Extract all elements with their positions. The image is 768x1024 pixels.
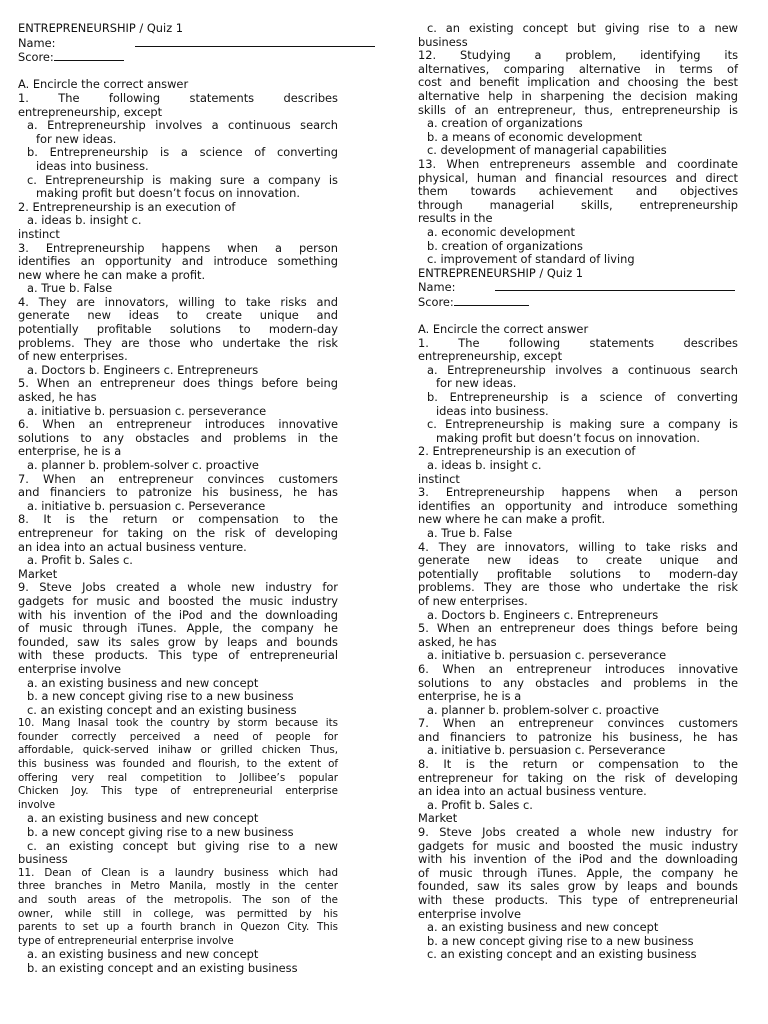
line-text: a. an existing business and new concept <box>427 920 659 935</box>
text-line <box>18 880 338 894</box>
line-text: c. Entrepreneurship is making sure a company is <box>27 172 338 187</box>
text-line <box>418 690 738 704</box>
line-text: b. a new concept giving rise to a new business <box>27 825 294 840</box>
text-line <box>18 364 338 378</box>
line-text: 7. When an entrepreneur convinces customers <box>18 471 338 486</box>
line-text: 12. Studying a problem, identifying its <box>418 48 738 63</box>
text-line <box>18 242 338 256</box>
text-line <box>18 486 338 500</box>
line-text: c. an existing concept and an existing business <box>427 947 697 962</box>
line-text: enterprise involve <box>18 661 122 676</box>
text-line <box>18 187 338 201</box>
line-text: Name: <box>18 35 56 50</box>
line-text: a. Profit b. Sales c. <box>27 553 133 568</box>
text-line <box>18 513 338 527</box>
text-line <box>418 131 738 145</box>
text-line <box>18 840 338 854</box>
text-line <box>18 119 338 133</box>
text-line <box>18 500 338 514</box>
text-line <box>418 826 738 840</box>
text-line <box>418 364 738 378</box>
line-text: 10. Mang Inasal took the country by storm because its <box>18 717 338 730</box>
line-text: 13. When entrepreneurs assemble and coordinate <box>418 156 738 171</box>
line-text: a. an existing business and new concept <box>27 675 259 690</box>
form-field-line <box>418 295 738 310</box>
line-text: b. Entrepreneurship is a science of converting <box>427 390 738 405</box>
line-text: owner, while still in college, was permitted by his <box>18 907 338 920</box>
line-text: of new enterprises. <box>18 349 128 364</box>
text-line <box>418 172 738 186</box>
line-text: a. Profit b. Sales c. <box>427 797 533 812</box>
line-text: with his invention of the iPod and the downloading <box>18 607 338 622</box>
text-line <box>418 785 738 799</box>
line-text: potentially profitable solutions to modern-day <box>418 566 738 581</box>
line-text: 5. When an entrepreneur does things before being <box>418 621 738 636</box>
text-line <box>418 717 738 731</box>
line-text: parents to set up a fourth branch in Quezon City. This <box>18 921 338 934</box>
text-line <box>18 405 338 419</box>
text-line <box>18 948 338 962</box>
text-line <box>18 214 338 228</box>
line-text: generate new ideas to create unique and <box>418 553 738 568</box>
line-text: a. an existing business and new concept <box>27 947 259 962</box>
line-text: an idea into an actual business venture. <box>418 784 647 799</box>
line-text: physical, human and financial resources and direct <box>418 170 738 185</box>
text-line <box>18 323 338 337</box>
line-text: affordable, quick-served inihaw or grilled chicken Thus, <box>18 744 338 757</box>
text-line <box>418 867 738 881</box>
line-text: b. Entrepreneurship is a science of converting <box>27 145 338 160</box>
line-text: founded, saw its sales grow by leaps and bounds <box>18 634 338 649</box>
text-line <box>18 717 338 731</box>
line-text: offering very real competition to Jollibee’s popular <box>18 771 338 784</box>
text-line <box>418 432 738 446</box>
line-text: type of entrepreneurial enterprise involve <box>18 934 234 947</box>
text-line <box>418 500 738 514</box>
fill-in-blank[interactable] <box>135 36 375 47</box>
line-text: with his invention of the iPod and the downloading <box>418 852 738 867</box>
text-line <box>418 104 738 118</box>
text-line <box>418 405 738 419</box>
line-text: generate new ideas to create unique and <box>18 308 338 323</box>
text-line <box>418 459 738 473</box>
line-text: A. Encircle the correct answer <box>18 77 189 92</box>
text-line <box>18 609 338 623</box>
line-text: b. creation of organizations <box>427 238 583 253</box>
text-line <box>418 568 738 582</box>
text-line <box>18 744 338 758</box>
text-line <box>18 799 338 813</box>
text-line <box>418 323 738 337</box>
text-line <box>18 527 338 541</box>
line-text: a. an existing business and new concept <box>27 811 259 826</box>
text-line <box>418 840 738 854</box>
text-line <box>418 418 738 432</box>
line-text: founder correctly perceived a need of people for <box>18 730 338 743</box>
line-text: a. Entrepreneurship involves a continuous search <box>27 118 338 133</box>
line-text: gadgets for music and boosted the music industry <box>418 838 738 853</box>
line-text: 6. When an entrepreneur introduces innovative <box>18 417 338 432</box>
text-line <box>18 445 338 459</box>
line-text: 7. When an entrepreneur convinces customers <box>418 716 738 731</box>
text-line <box>418 36 738 50</box>
text-line <box>18 228 338 242</box>
line-text: entrepreneurship, except <box>418 349 563 364</box>
text-line <box>18 704 338 718</box>
line-text: a. Entrepreneurship involves a continuous search <box>427 362 738 377</box>
text-line <box>418 921 738 935</box>
text-line <box>18 201 338 215</box>
line-text: c. an existing concept but giving rise to a new <box>427 21 738 35</box>
text-line <box>418 22 738 36</box>
line-text: solutions to any obstacles and problems in the <box>418 675 738 690</box>
text-line <box>418 894 738 908</box>
line-text: a. planner b. problem-solver c. proactive <box>427 702 659 717</box>
text-line <box>18 867 338 881</box>
text-line <box>18 473 338 487</box>
text-line <box>18 418 338 432</box>
text-line <box>418 908 738 922</box>
line-text: and financiers to patronize his business, he has <box>18 485 338 500</box>
text-line <box>18 908 338 922</box>
line-text: for new ideas. <box>36 131 117 146</box>
line-text: instinct <box>18 226 60 241</box>
line-text: 1. The following statements describes <box>418 335 738 350</box>
text-line <box>18 785 338 799</box>
line-text: making profit but doesn’t focus on innovation. <box>36 186 300 201</box>
line-text: alternatives, comparing alternative in terms of <box>418 61 738 76</box>
line-text: c. development of managerial capabilities <box>427 143 667 158</box>
text-line <box>18 636 338 650</box>
line-text: enterprise, he is a <box>418 689 522 704</box>
line-text: cost and benefit implication and choosing the best <box>418 75 738 90</box>
text-line <box>418 350 738 364</box>
line-text: new where he can make a profit. <box>18 267 206 282</box>
text-line <box>18 731 338 745</box>
line-text: a. Doctors b. Engineers c. Entrepreneurs <box>27 362 259 377</box>
text-line <box>418 199 738 213</box>
line-text: c. an existing concept and an existing business <box>27 702 297 717</box>
line-text: solutions to any obstacles and problems in the <box>18 430 338 445</box>
text-line <box>418 772 738 786</box>
text-line <box>18 962 338 976</box>
spacer <box>418 309 738 323</box>
line-text: b. a new concept giving rise to a new business <box>27 689 294 704</box>
text-line <box>418 473 738 487</box>
line-text: a. initiative b. persuasion c. Perseverance <box>27 498 266 513</box>
line-text: 9. Steve Jobs created a whole new industry for <box>18 580 338 595</box>
text-line <box>418 812 738 826</box>
text-line <box>18 690 338 704</box>
line-text: gadgets for music and boosted the music industry <box>18 593 338 608</box>
line-text: 4. They are innovators, willing to take risks and <box>18 294 338 309</box>
text-line <box>18 282 338 296</box>
text-line <box>418 337 738 351</box>
line-text: 1. The following statements describes <box>18 90 338 105</box>
text-line <box>418 581 738 595</box>
line-text: enterprise involve <box>418 906 522 921</box>
text-line <box>18 541 338 555</box>
spacer <box>18 65 338 79</box>
line-text: Market <box>18 566 58 581</box>
text-line <box>418 758 738 772</box>
line-text: 4. They are innovators, willing to take risks and <box>418 539 738 554</box>
line-text: a. True b. False <box>27 281 113 296</box>
text-line <box>18 894 338 908</box>
text-line <box>418 935 738 949</box>
text-line <box>418 513 738 527</box>
form-field-line <box>18 36 338 51</box>
line-text: asked, he has <box>418 634 497 649</box>
text-line <box>418 636 738 650</box>
form-field-line <box>418 280 738 295</box>
text-line <box>18 174 338 188</box>
line-text: ENTREPRENEURSHIP / Quiz 1 <box>18 21 184 35</box>
fill-in-blank[interactable] <box>495 280 735 291</box>
text-line <box>418 267 738 281</box>
line-text: an idea into an actual business venture. <box>18 539 247 554</box>
text-line <box>418 90 738 104</box>
line-text: c. improvement of standard of living <box>427 252 635 267</box>
text-line <box>18 459 338 473</box>
text-line <box>418 158 738 172</box>
line-text: 2. Entrepreneurship is an execution of <box>18 199 236 214</box>
text-line <box>418 799 738 813</box>
text-line <box>418 212 738 226</box>
text-line <box>18 377 338 391</box>
text-line <box>18 581 338 595</box>
line-text: and financiers to patronize his business, he has <box>418 729 738 744</box>
line-text: results in the <box>418 211 493 226</box>
line-text: c. an existing concept but giving rise to a new <box>27 838 338 853</box>
text-line <box>18 22 338 36</box>
line-text: and south areas of the metropolis. The son of the <box>18 894 338 906</box>
line-text: ideas into business. <box>436 403 549 418</box>
text-line <box>418 731 738 745</box>
text-line <box>418 948 738 962</box>
line-text: 2. Entrepreneurship is an execution of <box>418 444 636 459</box>
left-column <box>18 22 338 976</box>
text-line <box>418 63 738 77</box>
line-text: skills of an entrepreneur, thus, entrepreneurship is <box>418 102 738 117</box>
text-line <box>418 677 738 691</box>
text-line <box>418 663 738 677</box>
line-text: for new ideas. <box>436 376 517 391</box>
text-line <box>418 117 738 131</box>
text-line <box>18 350 338 364</box>
text-line <box>18 935 338 949</box>
line-text: a. initiative b. persuasion c. Perseverance <box>427 743 666 758</box>
text-line <box>18 677 338 691</box>
line-text: b. an existing concept and an existing business <box>27 960 298 975</box>
line-text: enterprise, he is a <box>18 444 122 459</box>
line-text: entrepreneurship, except <box>18 104 163 119</box>
text-line <box>418 144 738 158</box>
text-line <box>418 704 738 718</box>
text-line <box>18 391 338 405</box>
text-line <box>418 49 738 63</box>
text-line <box>18 568 338 582</box>
text-line <box>418 554 738 568</box>
line-text: involve <box>18 798 56 811</box>
text-line <box>418 240 738 254</box>
line-text: founded, saw its sales grow by leaps and bounds <box>418 879 738 894</box>
text-line <box>18 663 338 677</box>
line-text: b. a new concept giving rise to a new business <box>427 933 694 948</box>
line-text: a. initiative b. persuasion c. perseverance <box>427 648 667 663</box>
line-text: making profit but doesn’t focus on innovation. <box>436 430 700 445</box>
text-line <box>418 253 738 267</box>
text-line <box>418 445 738 459</box>
line-text: new where he can make a profit. <box>418 512 606 527</box>
line-text: Score: <box>418 294 454 309</box>
text-line <box>18 622 338 636</box>
text-line <box>418 595 738 609</box>
text-line <box>418 185 738 199</box>
line-text: business <box>418 34 468 49</box>
text-line <box>418 622 738 636</box>
text-line <box>418 391 738 405</box>
text-line <box>18 255 338 269</box>
line-text: problems. They are those who undertake the risk <box>418 580 738 595</box>
line-text: entrepreneur for taking on the risk of developing <box>18 525 338 540</box>
text-line <box>18 160 338 174</box>
line-text: Score: <box>18 50 54 65</box>
line-text: of music through iTunes. Apple, the company he <box>18 621 338 636</box>
line-text: 6. When an entrepreneur introduces innovative <box>418 661 738 676</box>
text-line <box>18 758 338 772</box>
line-text: potentially profitable solutions to modern-day <box>18 322 338 337</box>
text-line <box>18 595 338 609</box>
line-text: 8. It is the return or compensation to the <box>18 512 338 527</box>
line-text: identifies an opportunity and introduce something <box>18 254 338 269</box>
text-line <box>418 744 738 758</box>
line-text: with these products. This type of entrepreneurial <box>418 893 738 907</box>
line-text: asked, he has <box>18 390 97 405</box>
line-text: 8. It is the return or compensation to the <box>418 757 738 772</box>
line-text: 11. Dean of Clean is a laundry business which had <box>18 866 338 879</box>
text-line <box>18 269 338 283</box>
line-text: c. Entrepreneurship is making sure a company is <box>427 417 738 432</box>
text-line <box>18 554 338 568</box>
line-text: with these products. This type of entrepreneurial <box>18 648 338 663</box>
line-text: 3. Entrepreneurship happens when a person <box>18 240 338 255</box>
line-text: A. Encircle the correct answer <box>418 322 589 337</box>
line-text: through managerial skills, entrepreneurship <box>418 197 738 212</box>
line-text: business <box>18 852 68 867</box>
line-text: b. a means of economic development <box>427 129 643 144</box>
line-text: three branches in Metro Manila, mostly in the center <box>18 880 338 893</box>
line-text: of new enterprises. <box>418 593 528 608</box>
line-text: Chicken Joy. This type of entrepreneurial enterprise <box>18 785 338 798</box>
text-line <box>18 106 338 120</box>
text-line <box>18 649 338 663</box>
text-line <box>18 309 338 323</box>
text-line <box>418 527 738 541</box>
text-line <box>418 853 738 867</box>
line-text: a. economic development <box>427 224 575 239</box>
text-line <box>18 772 338 786</box>
text-line <box>418 76 738 90</box>
text-line <box>418 880 738 894</box>
line-text: of music through iTunes. Apple, the company he <box>418 865 738 880</box>
line-text: a. initiative b. persuasion c. perseverance <box>27 403 267 418</box>
line-text: 3. Entrepreneurship happens when a person <box>418 485 738 500</box>
text-line <box>18 826 338 840</box>
line-text: them towards achievement and objectives <box>418 184 738 199</box>
text-line <box>18 92 338 106</box>
text-line <box>418 486 738 500</box>
text-line <box>18 432 338 446</box>
text-line <box>418 377 738 391</box>
line-text: a. ideas b. insight c. <box>427 458 542 472</box>
line-text: 9. Steve Jobs created a whole new industry for <box>418 825 738 840</box>
line-text: a. creation of organizations <box>427 116 583 131</box>
line-text: Name: <box>418 280 456 295</box>
line-text: a. Doctors b. Engineers c. Entrepreneurs <box>427 607 659 622</box>
text-line <box>18 337 338 351</box>
line-text: identifies an opportunity and introduce something <box>418 498 738 513</box>
text-line <box>18 296 338 310</box>
line-text: a. planner b. problem-solver c. proactive <box>27 458 259 472</box>
text-line <box>418 226 738 240</box>
line-text: Market <box>418 811 458 826</box>
line-text: 5. When an entrepreneur does things before being <box>18 376 338 391</box>
form-field-line <box>18 50 338 65</box>
text-line <box>18 812 338 826</box>
text-line <box>18 853 338 867</box>
fill-in-blank[interactable] <box>454 295 529 306</box>
text-line <box>418 609 738 623</box>
text-line <box>418 649 738 663</box>
right-column <box>418 22 738 962</box>
line-text: ideas into business. <box>36 158 149 173</box>
line-text: this business was founded and flourish, to the extent of <box>18 758 338 771</box>
line-text: entrepreneur for taking on the risk of developing <box>418 770 738 785</box>
line-text: a. ideas b. insight c. <box>27 213 142 228</box>
line-text: alternative help in sharpening the decision making <box>418 88 738 103</box>
fill-in-blank[interactable] <box>54 50 124 61</box>
text-line <box>18 133 338 147</box>
text-line <box>18 146 338 160</box>
line-text: problems. They are those who undertake the risk <box>18 335 338 350</box>
line-text: instinct <box>418 471 460 486</box>
text-line <box>18 78 338 92</box>
text-line <box>18 921 338 935</box>
text-line <box>418 541 738 555</box>
line-text: ENTREPRENEURSHIP / Quiz 1 <box>418 265 584 280</box>
line-text: a. True b. False <box>427 525 513 540</box>
